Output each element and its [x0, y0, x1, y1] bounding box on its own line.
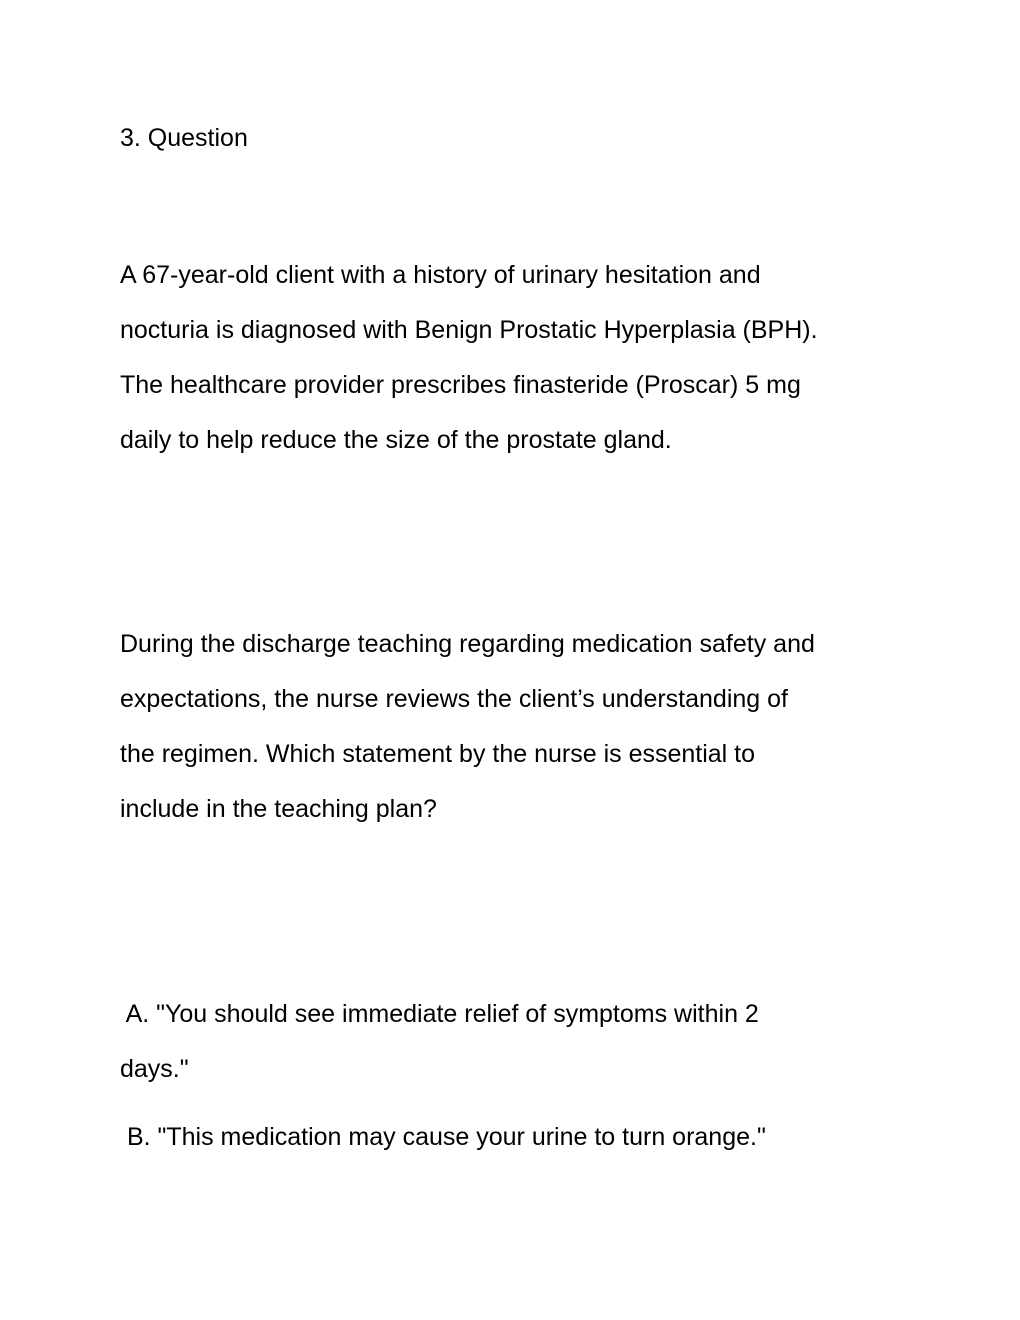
prompt-line: During the discharge teaching regarding medication safety and — [120, 630, 815, 658]
question-number: 3. Question — [120, 124, 248, 152]
option-b-line: B. "This medication may cause your urine to turn orange." — [120, 1123, 766, 1151]
scenario-line: A 67-year-old client with a history of urinary hesitation and — [120, 261, 761, 289]
question-prompt-paragraph — [120, 617, 900, 837]
scenario-line: daily to help reduce the size of the prostate gland. — [120, 426, 672, 454]
answer-option-a — [120, 987, 900, 1097]
scenario-line: The healthcare provider prescribes finasteride (Proscar) 5 mg — [120, 371, 801, 399]
question-scenario-paragraph — [120, 248, 900, 468]
answer-option-b — [120, 1110, 900, 1165]
prompt-line: expectations, the nurse reviews the client’s understanding of — [120, 685, 788, 713]
scenario-line: nocturia is diagnosed with Benign Prostatic Hyperplasia (BPH). — [120, 316, 818, 344]
option-a-line: days." — [120, 1055, 189, 1083]
option-a-line: A. "You should see immediate relief of symptoms within 2 — [120, 1000, 759, 1028]
prompt-line: the regimen. Which statement by the nurse is essential to — [120, 740, 756, 768]
prompt-line: include in the teaching plan? — [120, 795, 437, 823]
